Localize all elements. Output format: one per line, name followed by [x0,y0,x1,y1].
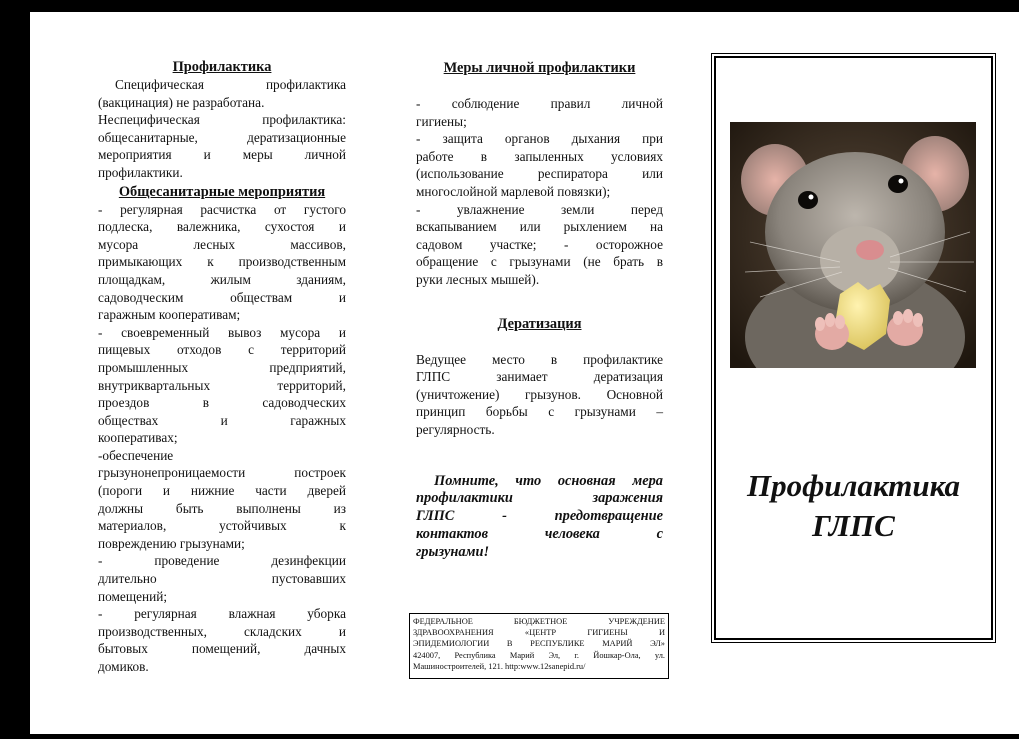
reminder-line: Помните, что основная мера [434,472,663,489]
text-line: общесанитарные, дератизационные [98,129,346,145]
cover-panel [714,56,993,640]
text-line: длительно пустовавших [98,571,346,587]
text-line: грызунонепроницаемости построек [98,465,346,481]
spacer [416,77,663,95]
text-line: (вакцинация) не разработана. [98,94,265,110]
column-general-prevention [98,58,346,676]
text-line: ГЛПС занимает дератизация [416,369,663,385]
reminder-block [416,473,663,562]
text-line: подлеска, валежника, сухостоя и [98,219,346,235]
text-line: - соблюдение правил личной [416,96,663,111]
heading-deratization: Дератизация [497,315,582,332]
text-line: руки лесных мышей). [416,271,540,287]
text-line: -обеспечение [98,447,174,463]
reminder-line: профилактики заражения [416,490,663,507]
publisher-line: Машиностроителей, 121. http:www.12sanepid.ru/ [413,661,586,671]
cover-title-line2: ГЛПС [812,508,895,543]
reminder-line: контактов человека с [416,525,663,542]
text-line: кооперативах; [98,430,178,446]
heading-general-sanitary: Общесанитарные мероприятия [118,183,326,200]
text-line: многослойной марлевой повязки); [416,183,611,199]
text-line: (использование респиратора или [416,166,663,182]
text-line: должны быть выполнены из [98,500,346,516]
text-line: мероприятия и меры личной [98,147,346,163]
publisher-line: ЗДРАВООХРАНЕНИЯ «ЦЕНТР ГИГИЕНЫ И [413,628,665,638]
spacer [416,333,663,351]
heading-prevention: Профилактика [172,59,272,75]
text-line: садовом участке; - осторожное [416,236,663,252]
text-line: проездов в садоводческих [98,395,346,411]
text-line: - защита органов дыхания при [416,131,663,147]
text-line: Ведущее место в профилактике [416,351,663,367]
text-line: регулярность. [416,421,495,437]
text-line: гигиены; [416,113,467,129]
text-line: помещений; [98,588,168,604]
rat-photo-icon [730,122,976,368]
text-line: примыкающих к производственным [98,254,346,270]
text-line: бытовых помещений, дачных [98,641,346,657]
text-line: материалов, устойчивых к [98,518,346,534]
heading-personal-prevention: Меры личной профилактики [443,60,636,76]
publisher-line: ФЕДЕРАЛЬНОЕ БЮДЖЕТНОЕ УЧРЕЖДЕНИЕ [413,617,665,626]
text-line: Специфическая профилактика [115,77,346,92]
text-line: - своевременный вывоз мусора и [98,324,346,340]
text-line: работе в запыленных условиях [416,148,663,164]
text-line: внутриквартальных территорий, [98,377,346,393]
text-line: Неспецифическая профилактика: [98,112,346,128]
publisher-info-box [409,613,669,679]
text-line: - регулярная влажная уборка [98,606,346,622]
text-line: площадкам, жилым зданиям, [98,271,346,287]
text-line: пищевых отходов с территорий [98,342,346,358]
text-line: производственных, складских и [98,623,346,639]
text-line: обращение с грызунами (не брать в [416,254,663,270]
text-line: - увлажнение земли перед [416,201,663,217]
text-line: (пороги и нижние части дверей [98,483,346,499]
text-line: мусора лесных массивов, [98,236,346,252]
cover-title-line1: Профилактика [746,468,961,503]
text-line: профилактики. [98,164,183,180]
text-line: домиков. [98,659,149,674]
text-line: - регулярная расчистка от густого [98,201,346,217]
text-line: обществах и гаражных [98,412,346,428]
text-line: промышленных предприятий, [98,359,346,375]
column-personal-prevention [416,59,663,561]
text-line: садоводческим обществам и [98,289,346,305]
text-line: - проведение дезинфекции [98,553,346,569]
text-line: повреждению грызунами; [98,535,245,551]
text-line: (уничтожение) грызунов. Основной [416,386,663,402]
text-line: принцип борьбы с грызунами – [416,404,663,420]
text-line: гаражным кооперативам; [98,307,241,323]
reminder-line: ГЛПС - предотвращение [416,508,663,525]
cover-title [716,466,991,546]
publisher-line: 424007, Республика Марий Эл, г. Йошкар-Ола, ул. [413,650,665,660]
leaflet-page [30,12,1019,734]
rat-illustration [730,122,976,368]
text-line: вскапыванием или рыхлением на [416,219,663,235]
publisher-line: ЭПИДЕМИОЛОГИИ В РЕСПУБЛИКЕ МАРИЙ ЭЛ» [413,639,665,649]
reminder-line: грызунами! [416,543,490,560]
